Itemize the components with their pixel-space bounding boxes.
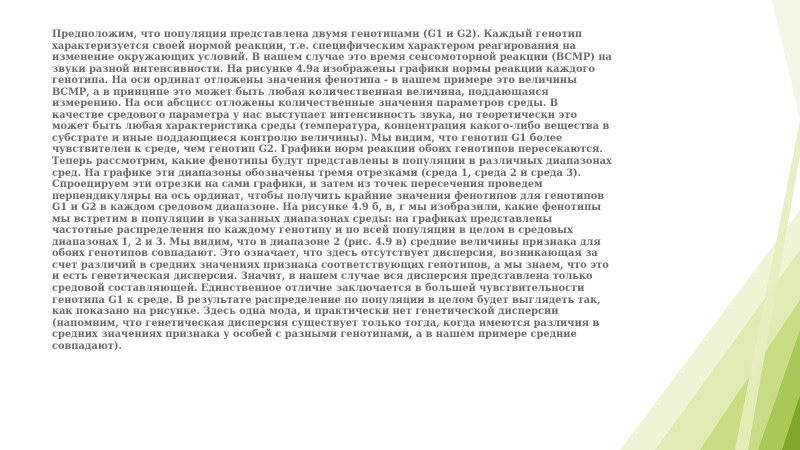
faint-top-wedge [772, 0, 800, 120]
body-paragraph: Предположим, что популяция представлена двумя генотипами (G1 и G2). Каждый генотип характеризуется своей нормой реакции, т.е. специфическим характером реагирования на изменение окружающих условий. В нашем случае это время сенсомоторной реакции (ВСМР) на звуки разной интенсивности. На рисунке 4.9а изображены графики нормы реакции каждого генотипа. На оси ординат отложены значения фенотипа - в нашем примере это величины ВСМР, а в принципе это может быть любая количественная величина, поддающаяся измерению. На оси абсцисс отложены количественные значения параметров среды. В качестве средового параметра у нас выступает интенсивность звука, но теоретически это может быть любая характеристика среды (температура, концентрация какого-либо вещества в субстрате и иные поддающиеся контролю величины). Мы видим, что генотип G1 более чувствителен к среде, чем генотип G2. Графики норм реакции обоих генотипов пересекаются. Теперь рассмотрим, какие фенотипы будут представлены в популяции в различных диапазонах сред. На графике эти диапазоны обозначены тремя отрезками (среда 1, среда 2 и среда 3). Спроецируем эти отрезки на сами графики, и затем из точек пересечения проведем перпендикуляры на ось ординат, чтобы получить крайние значения фенотипов для генотипов G1 и G2 в каждом средовом диапазоне. На рисунке 4.9 б, в, г мы изобразили, какие фенотипы мы встретим в популяции в указанных диапазонах среды: на графиках представлены частотные распределения по каждому генотипу и по всей популяции в целом в средовых диапазонах 1, 2 и 3. Мы видим, что в диапазоне 2 (рис. 4.9 в) средние величины признака для обоих генотипов совпадают. Это означает, что здесь отсутствует дисперсия, возникающая за счет различий в средних значениях признака соответствующих генотипов, а мы знаем, что это и есть генетическая дисперсия. Значит, в нашем случае вся дисперсия представлена только средовой составляющей. Единственное отличие заключается в большей чувствительности генотипа G1 к среде. В результате распределение по популяции в целом будет выглядеть так, как показано на рисунке. Здесь одна мода, и практически нет генетической дисперсии (напомним, что генетическая дисперсия существует только тогда, когда имеются различия в средних значениях признака у особей с разными генотипами, а в нашем примере средние совпадают). [52, 29, 612, 352]
